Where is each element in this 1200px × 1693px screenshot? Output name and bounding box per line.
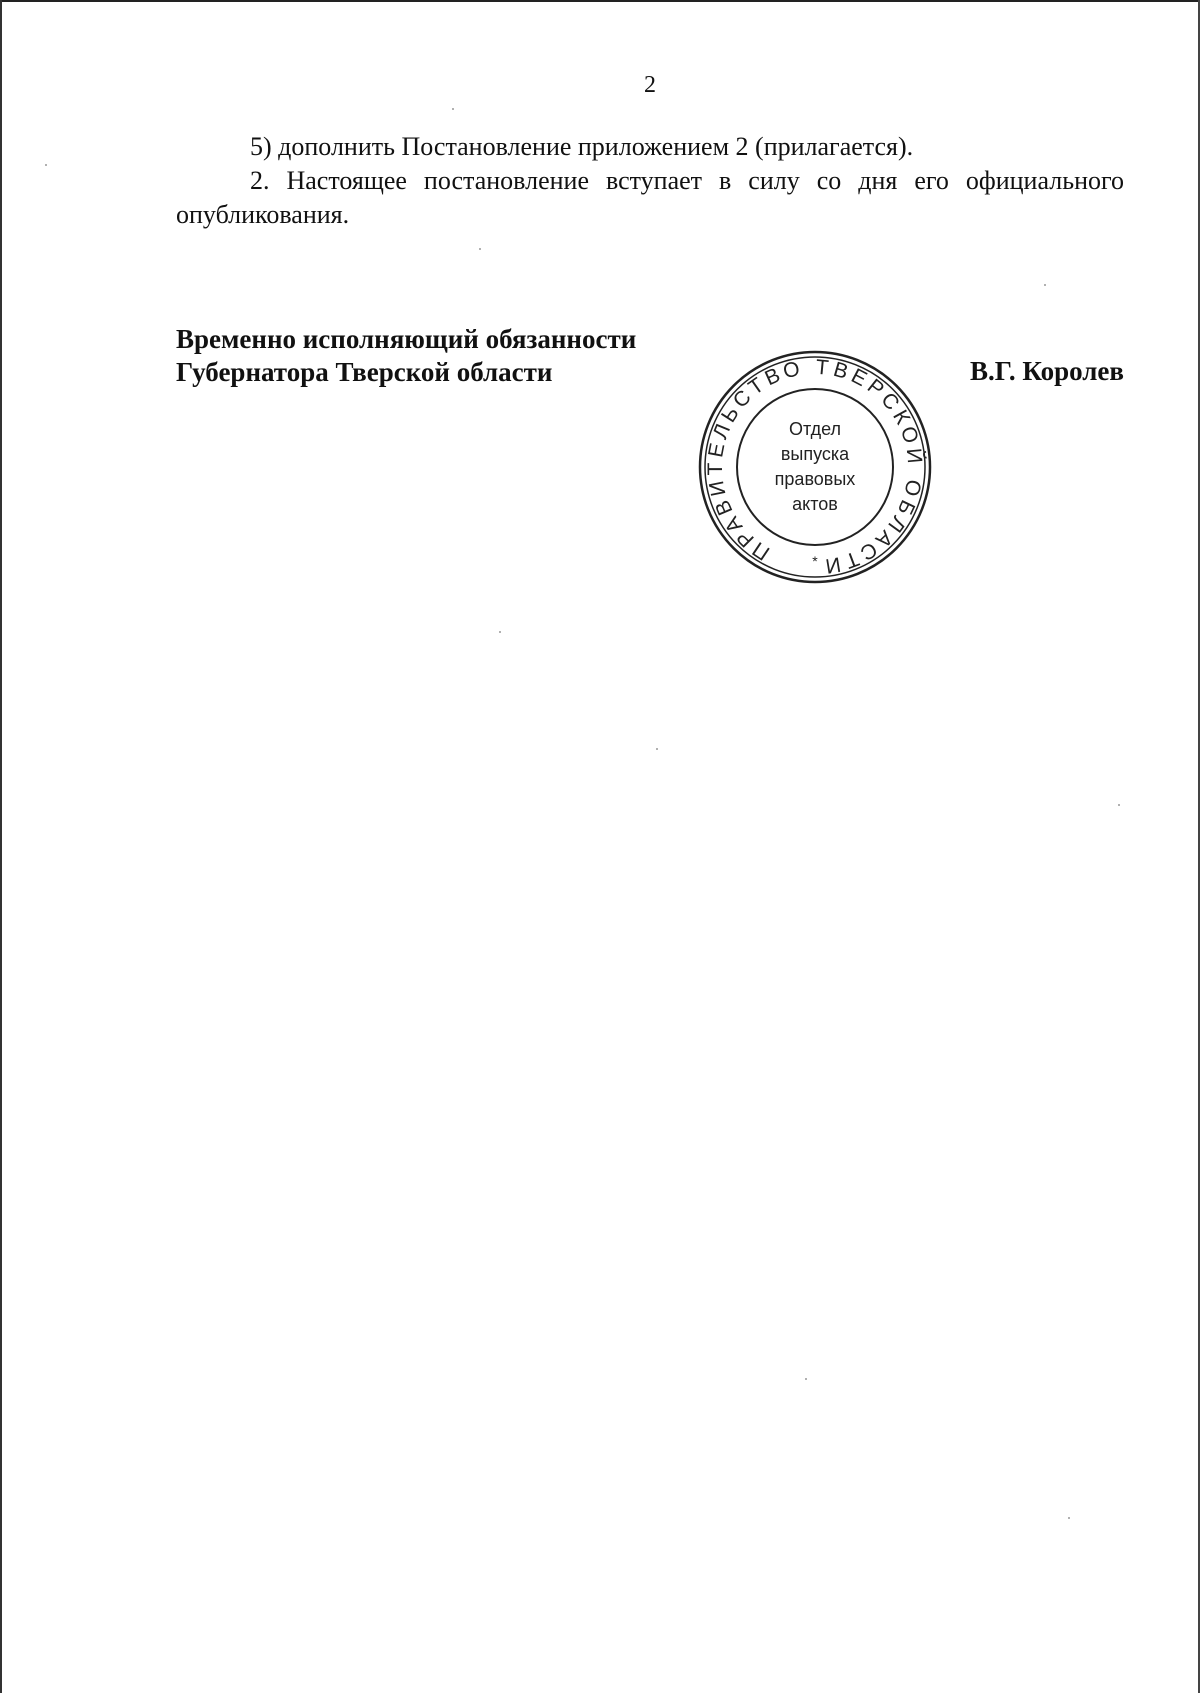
scan-speck [452,108,454,110]
stamp-center-line-2: выпуска [780,444,850,464]
scan-speck [1044,284,1046,286]
paragraph-clause-2: 2. Настоящее постановление вступает в силу со дня его официального опубликования. [176,166,1124,229]
scan-speck [1118,804,1120,806]
page-number: 2 [644,72,656,98]
signer-name: В.Г. Королев [970,356,1124,386]
scan-speck [45,164,47,166]
signature-position-line-1: Временно исполняющий обязанности [176,324,637,354]
stamp-star: * [812,553,818,569]
page-edge-left [0,0,2,1693]
scan-speck [479,248,481,250]
stamp-ring-text-path: ПРАВИТЕЛЬСТВО ТВЕРСКОЙ ОБЛАСТИ [703,355,927,579]
stamp-center-line-3: правовых [774,469,856,489]
official-stamp [697,349,933,585]
signature-position [176,323,636,389]
scan-speck [499,631,501,633]
scan-speck [805,1378,807,1380]
document-body [176,130,1124,232]
scan-speck [656,748,658,750]
stamp-center-line-4: актов [792,494,838,514]
paragraph-item-5: 5) дополнить Постановление приложением 2 (прилагается). [250,132,914,161]
page-edge-top [0,0,1200,2]
stamp-center-text [697,349,933,585]
scan-speck [1068,1517,1070,1519]
signature-position-line-2: Губернатора Тверской области [176,357,553,387]
stamp-center-line-1: Отдел [788,419,842,439]
